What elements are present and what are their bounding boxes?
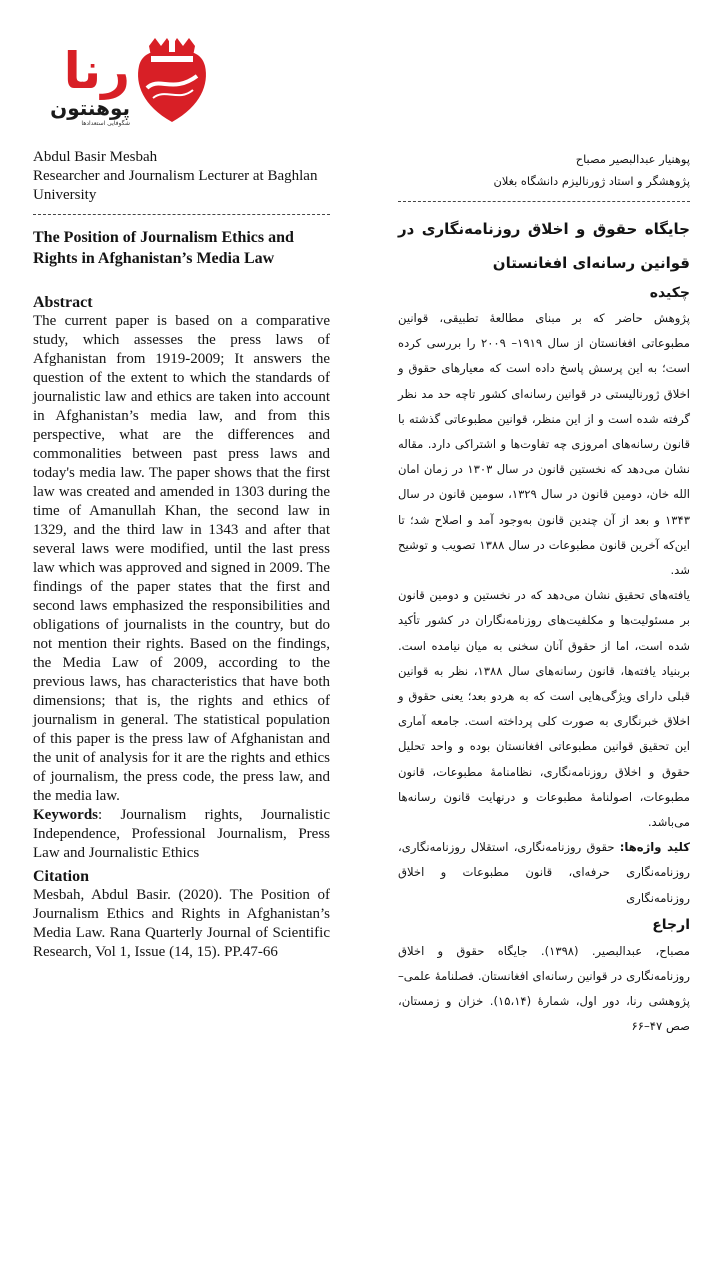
author-info-fa bbox=[398, 148, 690, 192]
keywords-label-fa: کلید واژه‌ها: bbox=[619, 840, 690, 855]
keywords-fa bbox=[398, 835, 690, 911]
logo-subtitle: پوهنتون bbox=[50, 96, 130, 120]
author-affiliation-en: Researcher and Journalism Lecturer at Baghlan University bbox=[33, 168, 318, 203]
english-column bbox=[33, 148, 330, 962]
citation-heading-fa: ارجاع bbox=[652, 916, 690, 933]
article-title-en: The Position of Journalism Ethics and Rights in Afghanistan’s Media Law bbox=[33, 229, 294, 267]
divider-en bbox=[33, 214, 330, 215]
keywords-label-en: Keywords bbox=[33, 807, 98, 823]
university-logo bbox=[30, 40, 190, 135]
logo-tagline: شگوفایی استعدادها bbox=[81, 120, 130, 127]
citation-text-fa: مصباح، عبدالبصیر. (۱۳۹۸). جایگاه حقوق و اخلاق روزنامه‌نگاری در قوانین رسانه‌ای افغانستان. فصلنامهٔ علمی– پژوهشی رنا، دور اول، شمارهٔ (۱۵،۱۴). خزان و زمستان، صص ۴۷–۶۶ bbox=[398, 943, 690, 1034]
keywords-text-en: : Journalism rights, Journalistic Independence, Professional Journalism, Press Law and Journalistic Ethics bbox=[33, 807, 330, 861]
citation-text-en: Mesbah, Abdul Basir. (2020). The Position of Journalism Ethics and Rights in Afghanistan’s Media Law. Rana Quarterly Journal of Scientific Research, Vol 1, Issue (14, 15). PP.47-66 bbox=[33, 887, 330, 960]
university-emblem-icon bbox=[133, 36, 211, 126]
divider-fa bbox=[398, 201, 690, 202]
article-title-fa: جایگاه حقوق و اخلاق روزنامه‌نگاری در قوانین رسانه‌ای افغانستان bbox=[398, 220, 690, 272]
persian-column bbox=[398, 148, 690, 1040]
author-info-en bbox=[33, 148, 330, 205]
citation-heading-en: Citation bbox=[33, 868, 89, 885]
author-name-fa: پوهنیار عبدالبصیر مصباح bbox=[575, 152, 690, 166]
abstract-heading-en: Abstract bbox=[33, 294, 93, 311]
author-name-en: Abdul Basir Mesbah bbox=[33, 149, 158, 165]
keywords-text-fa: حقوق روزنامه‌نگاری، استقلال روزنامه‌نگاری، روزنامه‌نگاری حرفه‌ای، قانون مطبوعات و اخلاق روزنامه‌نگاری bbox=[398, 840, 690, 905]
keywords-en bbox=[33, 806, 330, 863]
abstract-text-en: The current paper is based on a comparative study, which assesses the press laws of Afghanistan from 1919-2009; It answers the question of the extent to which the standards of journalistic law and ethics are taken into account in Afghanistan’s media law, and from this perspective, what are the differences and commonalities between past press laws and today's media law. The paper shows that the first law was created and amended in 1303 during the time of Amanullah Khan, the second law in 1329, and the third law in 1343 and after that several laws were modified, until the last press law which was approved and signed in 2009. The findings of the paper states that the first and second laws emphasized the responsibilities and obligations of journalists in the country, but do not mention their rights. Based on the findings, the Media Law of 2009, according to the previous laws, has characteristics that have both dimensions; that is, the rights and ethics of journalism in general. The statistical population of this paper is the press law of Afghanistan and the unit of analysis for it are the rights and ethics of journalism, the press code, the press law, and the media law. bbox=[33, 313, 330, 804]
author-affiliation-fa: پژوهشگر و استاد ژورنالیزم دانشگاه بغلان bbox=[493, 174, 690, 188]
abstract-text-fa-1: پژوهش حاضر که بر مبنای مطالعهٔ تطبیقی، قوانین مطبوعاتی افغانستان از سال ۱۹۱۹– ۲۰۰۹ را بررسی کرده است؛ به این پرسش پاسخ داده است که معیارهای حقوق و اخلاق ژورنالیستی در قوانین رسانه‌ای کشور تاچه حد مد نظر گرفته شده است و از این منظر، قوانین مطبوعاتی گذشته با قانون رسانه‌های امروزی چه تفاوت‌ها و اشتراکی دارد. مقاله نشان می‌دهد که نخستین قانون در سال ۱۳۰۳ در زمان امان الله خان، دومین قانون در سال ۱۳۲۹، سومین قانون در سال ۱۳۴۳ و بعد از آن چندین قانون به‌وجود آمد و اصلاح شد؛ تا این‌که آخرین قانون مطبوعات در سال ۱۳۸۸ تصویب و توشیح شد. bbox=[398, 311, 691, 578]
logo-wordmark: رنا bbox=[63, 42, 130, 100]
abstract-heading-fa: چکیده bbox=[649, 285, 690, 301]
abstract-text-fa-2: یافته‌های تحقیق نشان می‌دهد که در نخستین و دومین قانون بر مسئولیت‌ها و مکلفیت‌های روزنامه‌نگاران در کشور تأکید شده است، اما از حقوق آنان سخنی به میان نیامده است. بربنیاد یافته‌ها، قانون رسانه‌های سال ۱۳۸۸، نظر به قوانین قبلی دارای ویژگی‌هایی است که به هردو بعد؛ یعنی حقوق و اخلاق خبرنگاری به صورت کلی پرداخته است. جامعه آماری این تحقیق قوانین مطبوعاتی افغانستان بوده و واحد تحلیل حقوق و اخلاق روزنامه‌نگاری، نظامنامهٔ مطبوعات، قانون مطبوعات، اصولنامهٔ مطبوعات و درنهایت قانون رسانه‌ها می‌باشد. bbox=[398, 588, 691, 830]
